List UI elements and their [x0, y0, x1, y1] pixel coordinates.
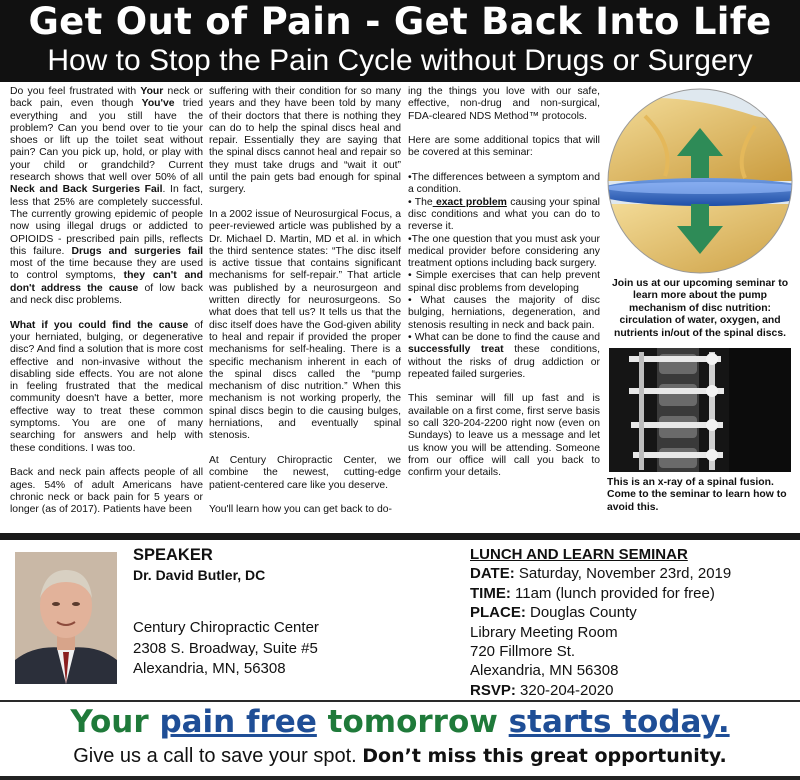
- headline-subtitle: How to Stop the Pain Cycle without Drugs or Surgery: [47, 44, 753, 77]
- speaker-photo: [15, 552, 117, 684]
- paragraph: What if you could find the cause of your herniated, bulging, or degenerative disc? And find a solution that is more cost effective and non-invasive without the disabling side effects. You are not alone in feeling frustrated that the medical community doesn't have a better, more effective way to treat these common symptoms. You are one of many searching for answers and help with these conditions. I was too.: [10, 319, 203, 454]
- bullet-item: • What causes the majority of disc bulging, herniations, degeneration, and stenosis resulting in neck and back pain.: [408, 295, 600, 331]
- paragraph: You'll learn how you can get back to do-: [209, 504, 392, 516]
- speaker-heading: SPEAKER: [133, 546, 213, 564]
- bullet-item: •The one question that you must ask your medical provider before considering any treatment options including back surgery.: [408, 233, 600, 270]
- bullet-item: • The exact problem causing your spinal disc conditions and what you can do to reverse it.: [408, 196, 600, 233]
- event-details: LUNCH AND LEARN SEMINAR DATE: Saturday, November 23rd, 2019 TIME: 11am (lunch provided for free) PLACE: Douglas County Library Meeting Room 720 Fillmore St. Alexandria, MN 56308 RSVP: 320-204-2020: [470, 546, 732, 699]
- paragraph: suffering with their condition for so many years and they have been told by many of their doctors that there is nothing they can do to help the spinal discs heal and repair. Essentially they are saying that the spinal discs cannot heal and repair so they must take drugs and “wait it out” until the pain gets bad enough for spinal surgery.: [209, 86, 401, 196]
- disc-caption: Join us at our upcoming seminar to learn more about the pump mechanism of disc nutrition: circulation of water, oxygen, and nutrients in/out of the spinal discs.: [611, 278, 789, 339]
- xray-spinal-fusion-image: [609, 348, 791, 472]
- column-2: [209, 86, 401, 529]
- header-banner: [0, 0, 800, 82]
- section-divider: [0, 533, 800, 540]
- headline-title: Get Out of Pain - Get Back Into Life: [28, 0, 772, 43]
- column-1: [10, 86, 203, 529]
- spinal-disc-illustration: [605, 86, 795, 276]
- paragraph: Here are some additional topics that will be covered at this seminar:: [408, 135, 600, 159]
- speaker-address: Century Chiropractic Center 2308 S. Broadway, Suite #5 Alexandria, MN, 56308: [133, 619, 319, 677]
- event-date: DATE: Saturday, November 23rd, 2019: [470, 565, 732, 583]
- column-3: [408, 86, 600, 492]
- seminar-info: [0, 540, 800, 700]
- sidebar: [605, 86, 795, 530]
- paragraph: This seminar will fill up fast and is available on a first come, first serve basis so call 320-204-2200 right now (even on Sundays) to leave us a message and let us know you will be attending. Someone from our office will call you back to confirm your details.: [408, 393, 600, 479]
- bottom-border: [0, 776, 800, 780]
- tagline: Your pain free tomorrow starts today.: [70, 704, 730, 740]
- paragraph: Do you feel frustrated with Your neck or back pain, even though You've tried everything and you still have the problem? Can you bend over to tie your shoes or lift up the toilet seat without pain? Can you pick up, hold, or play with your child or grandchild? Current research shows that well over 50% of all Neck and Back Surgeries Fail. In fact, less that 25% are completely successful. The currently growing epidemic of people now using illegal drugs or addicted to OPIOIDS - prescribed pain pills, reflects this failure. Drugs and surgeries fail most of the time because they are used to control symptoms, they can't and don't address the cause of low back and neck disc problems.: [10, 86, 203, 307]
- paragraph: ing the things you love with our safe, effective, non-drug and non-surgical, FDA-cleared NDS Method™ protocols.: [408, 86, 600, 122]
- event-heading: LUNCH AND LEARN SEMINAR: [470, 546, 688, 563]
- bullet-item: • What can be done to find the cause and successfully treat these conditions, without the risks of drug addiction or repeated failed surgeries.: [408, 331, 600, 380]
- bullet-item: • Simple exercises that can help prevent spinal disc problems from developing: [408, 270, 600, 294]
- paragraph: Back and neck pain affects people of all ages. 54% of adult Americans have chronic neck or back pain for 5 years or longer (as of 2017). Patients have been: [10, 467, 203, 516]
- event-place: PLACE: Douglas County: [470, 604, 637, 622]
- speaker-name: Dr. David Butler, DC: [133, 567, 266, 583]
- event-rsvp: RSVP: 320-204-2020: [470, 681, 614, 699]
- xray-caption: This is an x-ray of a spinal fusion. Come to the seminar to learn how to avoid this.: [607, 477, 787, 513]
- bullet-item: •The differences between a symptom and a condition.: [408, 172, 600, 196]
- event-time: TIME: 11am (lunch provided for free): [470, 584, 715, 602]
- paragraph: In a 2002 issue of Neurosurgical Focus, a peer-reviewed article was published by a Dr. Michael D. Martin, MD et al. in which the third sentence states: “The disc itself is active tissue that contains significant mechanisms for self-repair.” That article was published by a neurosurgeon and written directly for neurosurgeons. So what does that tell us? It tells us that the disc itself does have the God-given ability to heal and repair if provided the proper mechanisms for self-healing. There is a specific mechanism inherent in each of the spinal discs called the “pump mechanism of disc nutrition.” When this mechanism is not working properly, the spinal discs begin to die causing bulges, herniations, and eventually spinal stenosis.: [209, 208, 401, 442]
- call-to-action: Give us a call to save your spot. Don’t miss this great opportunity.: [73, 745, 727, 767]
- paragraph: At Century Chiropractic Center, we combine the newest, cutting-edge patient-centered care like you deserve.: [209, 454, 401, 491]
